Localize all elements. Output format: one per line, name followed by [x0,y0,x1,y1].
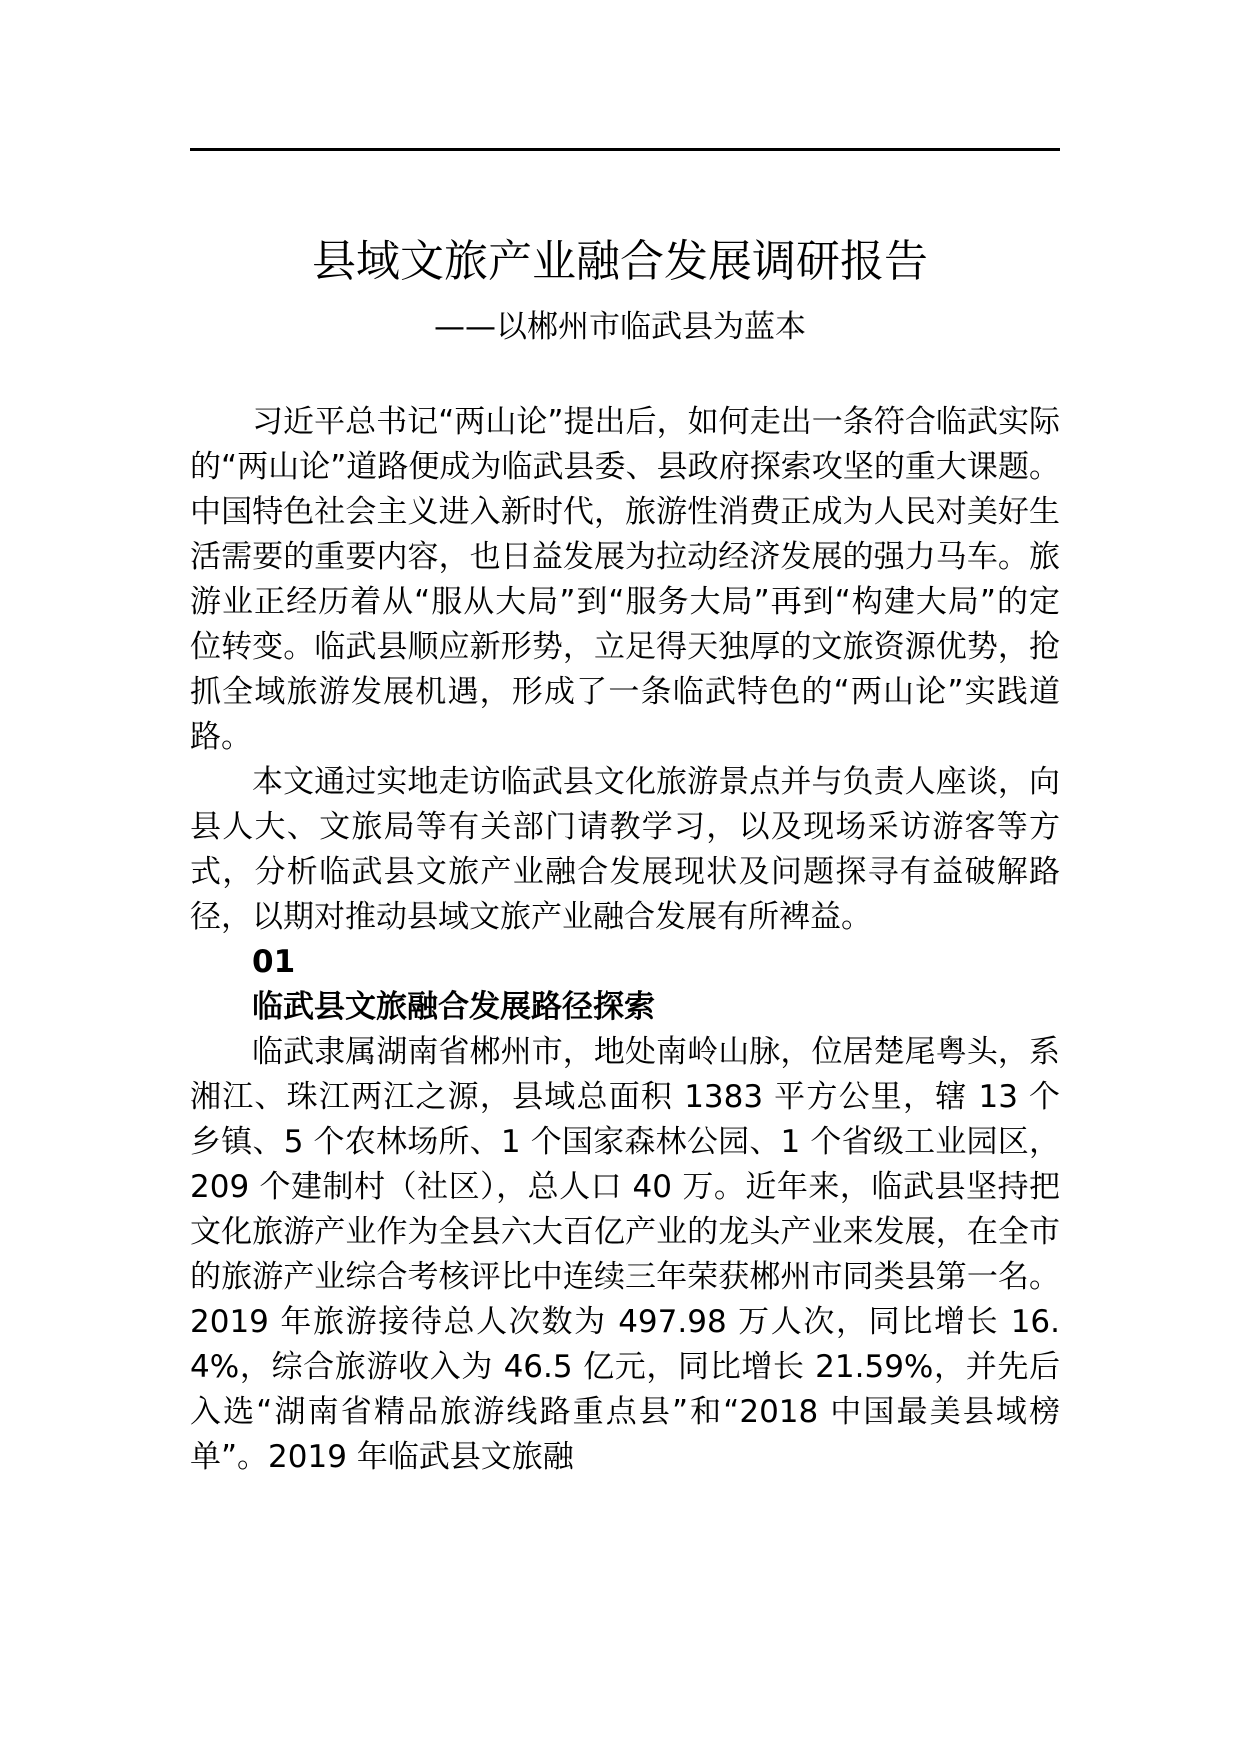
paragraph-method: 本文通过实地走访临武县文化旅游景点并与负责人座谈，向县人大、文旅局等有关部门请教学习，以及现场采访游客等方式，分析临武县文旅产业融合发展现状及问题探寻有益破解路径，以期对推动县域文旅产业融合发展有所裨益。 [190,764,1060,935]
document-title: 县域文旅产业融合发展调研报告 [312,236,928,287]
document-subtitle: ——以郴州市临武县为蓝本 [434,309,806,345]
section-number: 01 [252,944,296,980]
paragraph-section1: 临武隶属湖南省郴州市，地处南岭山脉，位居楚尾粤头，系湘江、珠江两江之源，县域总面积 1383 平方公里，辖 13 个乡镇、5 个农林场所、1 个国家森林公园、1 个省级工业园区，209 个建制村（社区），总人口 40 万。近年来，临武县坚持把文化旅游产业作为全县六大百亿产业的龙头产业来发展，在全市的旅游产业综合考核评比中连续三年荣获郴州市同类县第一名。2019 年旅游接待总人次数为 497.98 万人次，同比增长 16.4%，综合旅游收入为 46.5 亿元，同比增长 21.59%，并先后入选“湖南省精品旅游线路重点县”和“2018 中国最美县域榜单”。2019 年临武县文旅融 [190,1034,1060,1475]
section-heading: 临武县文旅融合发展路径探索 [252,989,655,1025]
paragraph-intro: 习近平总书记“两山论”提出后，如何走出一条符合临武实际的“两山论”道路便成为临武县委、县政府探索攻坚的重大课题。中国特色社会主义进入新时代，旅游性消费正成为人民对美好生活需要的重要内容，也日益发展为拉动经济发展的强力马车。旅游业正经历着从“服从大局”到“服务大局”再到“构建大局”的定位转变。临武县顺应新形势，立足得天独厚的文旅资源优势，抢抓全域旅游发展机遇，形成了一条临武特色的“两山论”实践道路。 [190,404,1060,755]
document-body [190,400,1060,1480]
header-rule [190,148,1060,151]
